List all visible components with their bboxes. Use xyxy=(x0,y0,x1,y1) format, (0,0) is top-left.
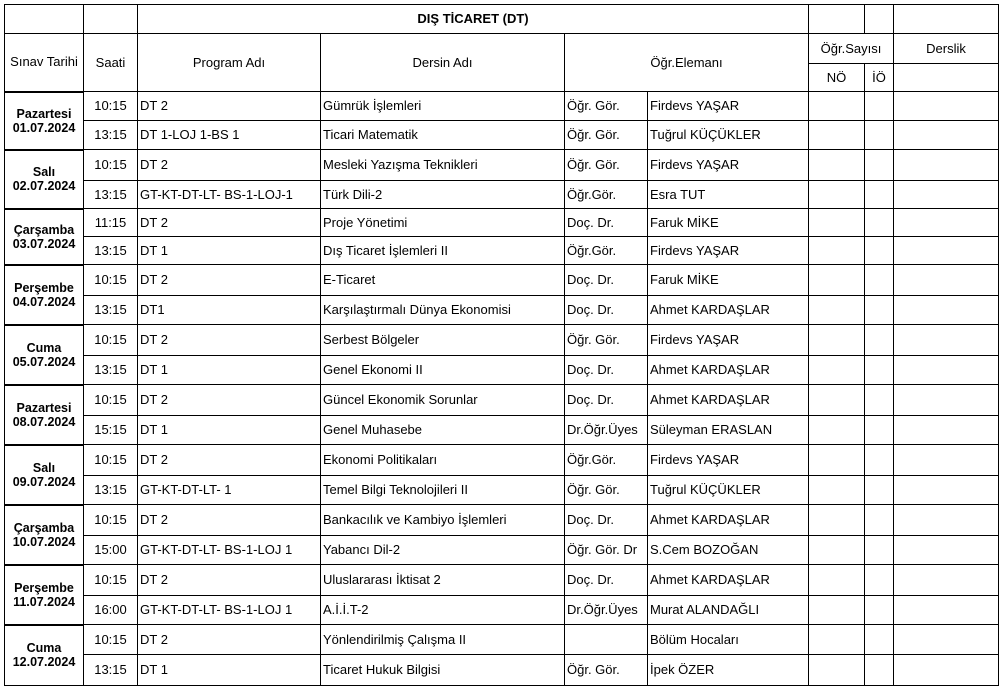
instructor-name: Firdevs YAŞAR xyxy=(648,445,809,476)
exam-time: 13:15 xyxy=(84,121,138,150)
classroom xyxy=(894,445,999,476)
day-student-count xyxy=(809,565,865,596)
instructor-title: Öğr. Gör. xyxy=(565,655,648,686)
instructor-title: Doç. Dr. xyxy=(565,385,648,416)
department-title: DIŞ TİCARET (DT) xyxy=(138,5,809,34)
blank-cell xyxy=(84,5,138,34)
evening-student-count xyxy=(865,356,894,385)
blank-cell xyxy=(5,5,84,34)
exam-day-cell xyxy=(5,385,84,445)
exam-row xyxy=(5,265,999,296)
course-name: Ekonomi Politikaları xyxy=(321,445,565,476)
exam-row xyxy=(5,92,999,121)
exam-row xyxy=(5,356,999,385)
instructor-name: Ahmet KARDAŞLAR xyxy=(648,296,809,325)
instructor-name: Süleyman ERASLAN xyxy=(648,416,809,445)
exam-row xyxy=(5,565,999,596)
exam-day-name: Çarşamba xyxy=(13,222,75,237)
evening-student-count xyxy=(865,445,894,476)
exam-row xyxy=(5,596,999,625)
evening-student-count xyxy=(865,150,894,181)
day-student-count xyxy=(809,296,865,325)
exam-schedule-table xyxy=(4,4,999,686)
blank-cell xyxy=(894,5,999,34)
course-name: Yabancı Dil-2 xyxy=(321,536,565,565)
instructor-name: Faruk MİKE xyxy=(648,265,809,296)
evening-student-count xyxy=(865,237,894,265)
exam-date: 10.07.2024 xyxy=(12,534,76,549)
program-name: DT 1 xyxy=(138,655,321,686)
evening-student-count xyxy=(865,596,894,625)
instructor-title: Dr.Öğr.Üyes xyxy=(565,596,648,625)
exam-day-cell xyxy=(5,92,84,150)
exam-time: 10:15 xyxy=(84,505,138,536)
day-student-count xyxy=(809,265,865,296)
exam-date: 12.07.2024 xyxy=(12,655,76,670)
exam-row xyxy=(5,625,999,655)
exam-day-name: Perşembe xyxy=(14,580,74,595)
exam-day-cell xyxy=(5,150,84,209)
evening-student-count xyxy=(865,296,894,325)
day-student-count xyxy=(809,209,865,237)
course-name: Serbest Bölgeler xyxy=(321,325,565,356)
day-student-count xyxy=(809,476,865,505)
classroom xyxy=(894,625,999,655)
exam-row xyxy=(5,237,999,265)
header-course-name: Dersin Adı xyxy=(321,34,565,92)
classroom xyxy=(894,181,999,209)
exam-time: 15:15 xyxy=(84,416,138,445)
exam-day-name: Perşembe xyxy=(14,280,74,295)
instructor-title: Doç. Dr. xyxy=(565,265,648,296)
exam-time: 10:15 xyxy=(84,325,138,356)
header-evening-students: İÖ xyxy=(865,64,894,92)
exam-row xyxy=(5,476,999,505)
exam-row xyxy=(5,505,999,536)
exam-day-cell xyxy=(5,505,84,565)
instructor-name: Ahmet KARDAŞLAR xyxy=(648,505,809,536)
classroom xyxy=(894,596,999,625)
instructor-title: Öğr. Gör. xyxy=(565,150,648,181)
instructor-title: Doç. Dr. xyxy=(565,565,648,596)
day-student-count xyxy=(809,92,865,121)
evening-student-count xyxy=(865,655,894,686)
program-name: GT-KT-DT-LT- BS-1-LOJ-1 xyxy=(138,181,321,209)
instructor-title: Öğr. Gör. xyxy=(565,121,648,150)
classroom xyxy=(894,265,999,296)
program-name: DT 2 xyxy=(138,445,321,476)
evening-student-count xyxy=(865,209,894,237)
day-student-count xyxy=(809,150,865,181)
course-name: Türk Dili-2 xyxy=(321,181,565,209)
exam-date: 09.07.2024 xyxy=(12,474,76,489)
classroom xyxy=(894,655,999,686)
exam-row xyxy=(5,181,999,209)
evening-student-count xyxy=(865,476,894,505)
header-student-count: Öğr.Sayısı xyxy=(809,34,894,64)
evening-student-count xyxy=(865,92,894,121)
instructor-name: Firdevs YAŞAR xyxy=(648,150,809,181)
instructor-title: Dr.Öğr.Üyes xyxy=(565,416,648,445)
course-name: Ticari Matematik xyxy=(321,121,565,150)
program-name: DT 2 xyxy=(138,565,321,596)
course-name: Proje Yönetimi xyxy=(321,209,565,237)
classroom xyxy=(894,505,999,536)
exam-time: 15:00 xyxy=(84,536,138,565)
classroom xyxy=(894,150,999,181)
exam-date: 08.07.2024 xyxy=(12,414,76,429)
header-day-students: NÖ xyxy=(809,64,865,92)
program-name: DT 2 xyxy=(138,325,321,356)
course-name: Güncel Ekonomik Sorunlar xyxy=(321,385,565,416)
exam-day-name: Cuma xyxy=(26,340,62,355)
course-name: Mesleki Yazışma Teknikleri xyxy=(321,150,565,181)
program-name: DT 2 xyxy=(138,385,321,416)
instructor-name: Faruk MİKE xyxy=(648,209,809,237)
classroom xyxy=(894,121,999,150)
exam-time: 13:15 xyxy=(84,296,138,325)
exam-row xyxy=(5,445,999,476)
exam-day-name: Cuma xyxy=(26,641,62,656)
program-name: DT 2 xyxy=(138,265,321,296)
program-name: DT1 xyxy=(138,296,321,325)
blank-cell xyxy=(865,5,894,34)
exam-row xyxy=(5,121,999,150)
exam-day-name: Salı xyxy=(32,460,56,475)
instructor-name: İpek ÖZER xyxy=(648,655,809,686)
exam-day-cell xyxy=(5,565,84,625)
header-classroom: Derslik xyxy=(894,34,999,64)
instructor-name: Tuğrul KÜÇÜKLER xyxy=(648,476,809,505)
instructor-name: Ahmet KARDAŞLAR xyxy=(648,565,809,596)
classroom xyxy=(894,356,999,385)
program-name: DT 1 xyxy=(138,356,321,385)
exam-day-cell xyxy=(5,325,84,385)
exam-day-name: Pazartesi xyxy=(16,106,72,121)
instructor-name: Firdevs YAŞAR xyxy=(648,325,809,356)
instructor-title: Öğr. Gör. xyxy=(565,92,648,121)
exam-time: 10:15 xyxy=(84,150,138,181)
course-name: E-Ticaret xyxy=(321,265,565,296)
exam-time: 10:15 xyxy=(84,92,138,121)
day-student-count xyxy=(809,625,865,655)
instructor-name: Ahmet KARDAŞLAR xyxy=(648,356,809,385)
instructor-title: Doç. Dr. xyxy=(565,209,648,237)
instructor-name: Firdevs YAŞAR xyxy=(648,92,809,121)
instructor-title: Öğr.Gör. xyxy=(565,445,648,476)
exam-day-name: Çarşamba xyxy=(13,520,75,535)
day-student-count xyxy=(809,181,865,209)
classroom xyxy=(894,296,999,325)
day-student-count xyxy=(809,325,865,356)
exam-date: 03.07.2024 xyxy=(12,236,76,251)
day-student-count xyxy=(809,121,865,150)
program-name: DT 2 xyxy=(138,505,321,536)
instructor-title: Öğr. Gör. Dr xyxy=(565,536,648,565)
exam-time: 10:15 xyxy=(84,265,138,296)
evening-student-count xyxy=(865,625,894,655)
program-name: DT 2 xyxy=(138,92,321,121)
exam-date: 05.07.2024 xyxy=(12,354,76,369)
evening-student-count xyxy=(865,325,894,356)
exam-row xyxy=(5,385,999,416)
exam-day-name: Salı xyxy=(32,165,56,179)
program-name: DT 2 xyxy=(138,625,321,655)
instructor-name: Ahmet KARDAŞLAR xyxy=(648,385,809,416)
exam-time: 16:00 xyxy=(84,596,138,625)
course-name: Yönlendirilmiş Çalışma II xyxy=(321,625,565,655)
day-student-count xyxy=(809,596,865,625)
instructor-title: Öğr.Gör. xyxy=(565,181,648,209)
exam-time: 13:15 xyxy=(84,655,138,686)
exam-row xyxy=(5,536,999,565)
day-student-count xyxy=(809,655,865,686)
classroom xyxy=(894,325,999,356)
evening-student-count xyxy=(865,536,894,565)
instructor-title: Öğr.Gör. xyxy=(565,237,648,265)
exam-day-cell xyxy=(5,625,84,686)
course-name: Dış Ticaret İşlemleri II xyxy=(321,237,565,265)
classroom xyxy=(894,565,999,596)
exam-date: 01.07.2024 xyxy=(12,120,76,135)
program-name: DT 1 xyxy=(138,416,321,445)
evening-student-count xyxy=(865,265,894,296)
course-name: Bankacılık ve Kambiyo İşlemleri xyxy=(321,505,565,536)
exam-day-cell xyxy=(5,209,84,265)
exam-date: 04.07.2024 xyxy=(12,294,76,309)
exam-time: 10:15 xyxy=(84,445,138,476)
evening-student-count xyxy=(865,385,894,416)
course-name: A.İ.İ.T-2 xyxy=(321,596,565,625)
exam-time: 13:15 xyxy=(84,237,138,265)
evening-student-count xyxy=(865,565,894,596)
course-name: Karşılaştırmalı Dünya Ekonomisi xyxy=(321,296,565,325)
program-name: DT 1-LOJ 1-BS 1 xyxy=(138,121,321,150)
day-student-count xyxy=(809,536,865,565)
header-instructor: Öğr.Elemanı xyxy=(565,34,809,92)
course-name: Genel Muhasebe xyxy=(321,416,565,445)
exam-row xyxy=(5,150,999,181)
course-name: Genel Ekonomi II xyxy=(321,356,565,385)
instructor-name: Firdevs YAŞAR xyxy=(648,237,809,265)
header-row xyxy=(5,34,999,64)
header-program-name: Program Adı xyxy=(138,34,321,92)
instructor-name: S.Cem BOZOĞAN xyxy=(648,536,809,565)
instructor-name: Murat ALANDAĞLI xyxy=(648,596,809,625)
evening-student-count xyxy=(865,505,894,536)
evening-student-count xyxy=(865,416,894,445)
exam-row xyxy=(5,655,999,686)
course-name: Ticaret Hukuk Bilgisi xyxy=(321,655,565,686)
day-student-count xyxy=(809,237,865,265)
exam-row xyxy=(5,325,999,356)
blank-cell xyxy=(809,5,865,34)
exam-time: 10:15 xyxy=(84,385,138,416)
day-student-count xyxy=(809,356,865,385)
blank-cell xyxy=(894,64,999,92)
day-student-count xyxy=(809,505,865,536)
instructor-title: Öğr. Gör. xyxy=(565,325,648,356)
classroom xyxy=(894,416,999,445)
exam-row xyxy=(5,416,999,445)
instructor-name: Tuğrul KÜÇÜKLER xyxy=(648,121,809,150)
classroom xyxy=(894,209,999,237)
header-time: Saati xyxy=(84,34,138,92)
instructor-title: Doç. Dr. xyxy=(565,296,648,325)
exam-time: 11:15 xyxy=(84,209,138,237)
exam-time: 13:15 xyxy=(84,181,138,209)
exam-day-cell xyxy=(5,445,84,505)
course-name: Temel Bilgi Teknolojileri II xyxy=(321,476,565,505)
evening-student-count xyxy=(865,121,894,150)
program-name: DT 2 xyxy=(138,209,321,237)
classroom xyxy=(894,385,999,416)
classroom xyxy=(894,476,999,505)
exam-date: 02.07.2024 xyxy=(12,179,76,193)
program-name: GT-KT-DT-LT- BS-1-LOJ 1 xyxy=(138,596,321,625)
title-row xyxy=(5,5,999,34)
evening-student-count xyxy=(865,181,894,209)
course-name: Uluslararası İktisat 2 xyxy=(321,565,565,596)
instructor-title xyxy=(565,625,648,655)
exam-time: 10:15 xyxy=(84,565,138,596)
exam-time: 13:15 xyxy=(84,476,138,505)
header-exam-date: Sınav Tarihi xyxy=(5,34,84,92)
program-name: DT 2 xyxy=(138,150,321,181)
exam-row xyxy=(5,209,999,237)
instructor-title: Öğr. Gör. xyxy=(565,476,648,505)
instructor-name: Esra TUT xyxy=(648,181,809,209)
course-name: Gümrük İşlemleri xyxy=(321,92,565,121)
exam-row xyxy=(5,296,999,325)
exam-day-name: Pazartesi xyxy=(16,400,72,415)
day-student-count xyxy=(809,385,865,416)
instructor-name: Bölüm Hocaları xyxy=(648,625,809,655)
exam-date: 11.07.2024 xyxy=(13,594,75,609)
day-student-count xyxy=(809,416,865,445)
program-name: GT-KT-DT-LT- 1 xyxy=(138,476,321,505)
program-name: DT 1 xyxy=(138,237,321,265)
classroom xyxy=(894,92,999,121)
exam-time: 13:15 xyxy=(84,356,138,385)
exam-time: 10:15 xyxy=(84,625,138,655)
instructor-title: Doç. Dr. xyxy=(565,505,648,536)
exam-day-cell xyxy=(5,265,84,325)
program-name: GT-KT-DT-LT- BS-1-LOJ 1 xyxy=(138,536,321,565)
instructor-title: Doç. Dr. xyxy=(565,356,648,385)
day-student-count xyxy=(809,445,865,476)
classroom xyxy=(894,237,999,265)
classroom xyxy=(894,536,999,565)
